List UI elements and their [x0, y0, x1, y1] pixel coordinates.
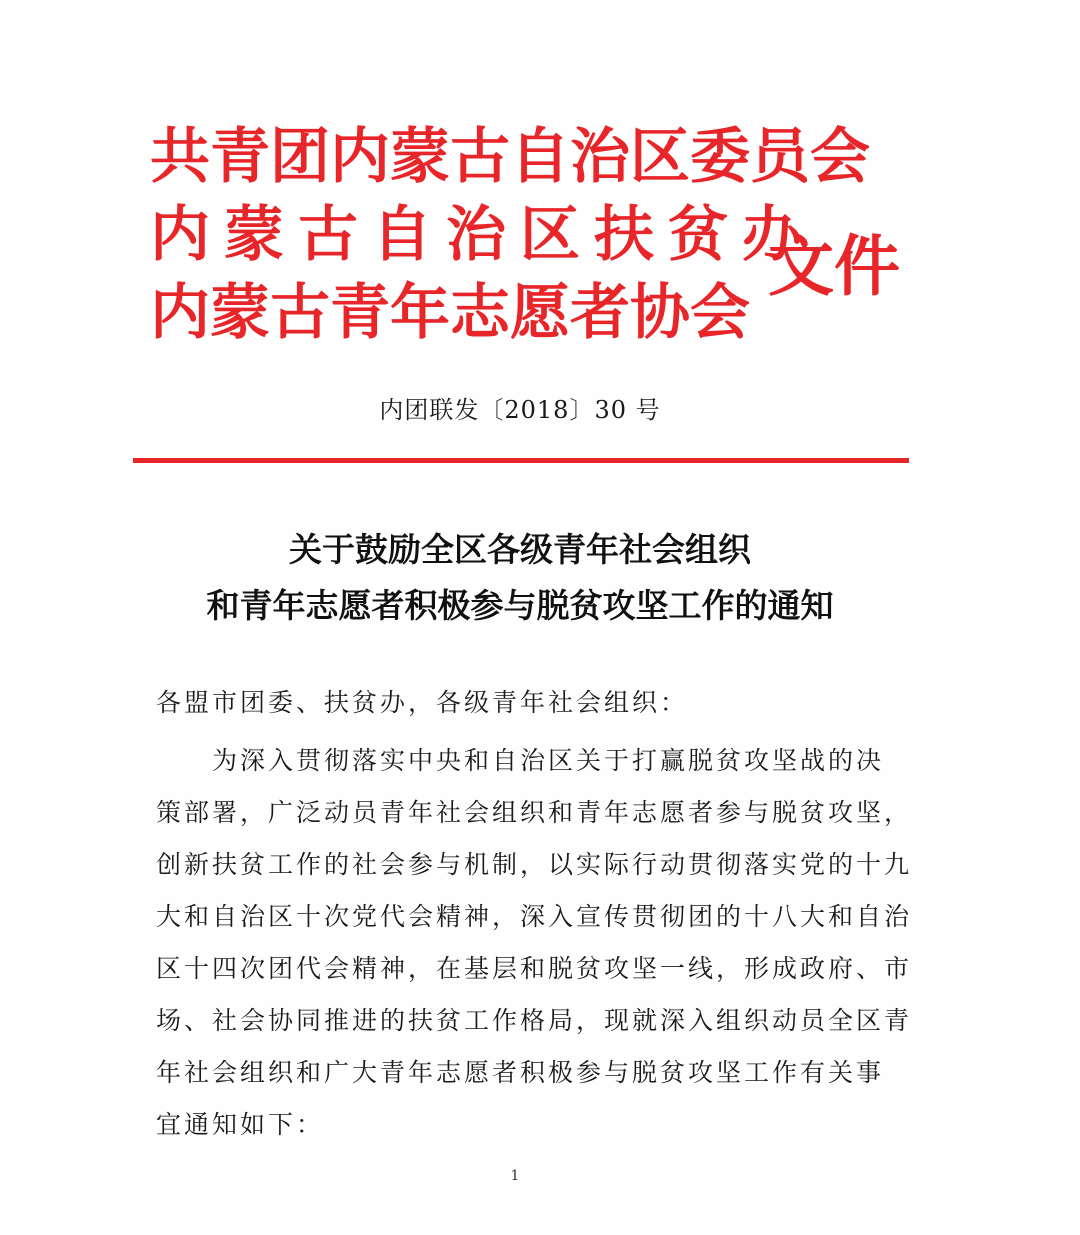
red-header-divider [133, 458, 909, 463]
body-line: 为深入贯彻落实中央和自治区关于打赢脱贫攻坚战的决 [212, 746, 885, 775]
issuer-poverty-office: 内蒙古自治区扶贫办 [150, 200, 816, 270]
body-line: 创新扶贫工作的社会参与机制，以实际行动贯彻落实党的十九 [156, 850, 913, 879]
title-line-1: 关于鼓励全区各级青年社会组织 [289, 530, 751, 569]
issuer-youth-league: 共青团内蒙古自治区委员会 [150, 122, 870, 192]
issuing-organizations [150, 118, 870, 352]
document-type-label: 文件 [768, 227, 900, 305]
body-line: 区十四次团代会精神，在基层和脱贫攻坚一线，形成政府、市 [156, 954, 913, 983]
body-paragraph [156, 735, 913, 1151]
body-line: 大和自治区十次党代会精神，深入宣传贯彻团的十八大和自治 [156, 902, 913, 931]
title-line-2: 和青年志愿者积极参与脱贫攻坚工作的通知 [206, 586, 834, 625]
body-line: 年社会组织和广大青年志愿者积极参与脱贫攻坚工作有关事 [156, 1058, 885, 1087]
body-line: 场、社会协同推进的扶贫工作格局，现就深入组织动员全区青 [156, 1006, 913, 1035]
issuer-volunteer-association: 内蒙古青年志愿者协会 [150, 278, 750, 348]
document-number: 内团联发〔2018〕30 号 [379, 396, 661, 424]
page-number: 1 [510, 1168, 520, 1184]
salutation: 各盟市团委、扶贫办，各级青年社会组织： [156, 688, 689, 717]
body-line: 策部署，广泛动员青年社会组织和青年志愿者参与脱贫攻坚， [156, 798, 913, 827]
body-line: 宜通知如下： [156, 1110, 325, 1139]
document-title [0, 522, 1040, 634]
